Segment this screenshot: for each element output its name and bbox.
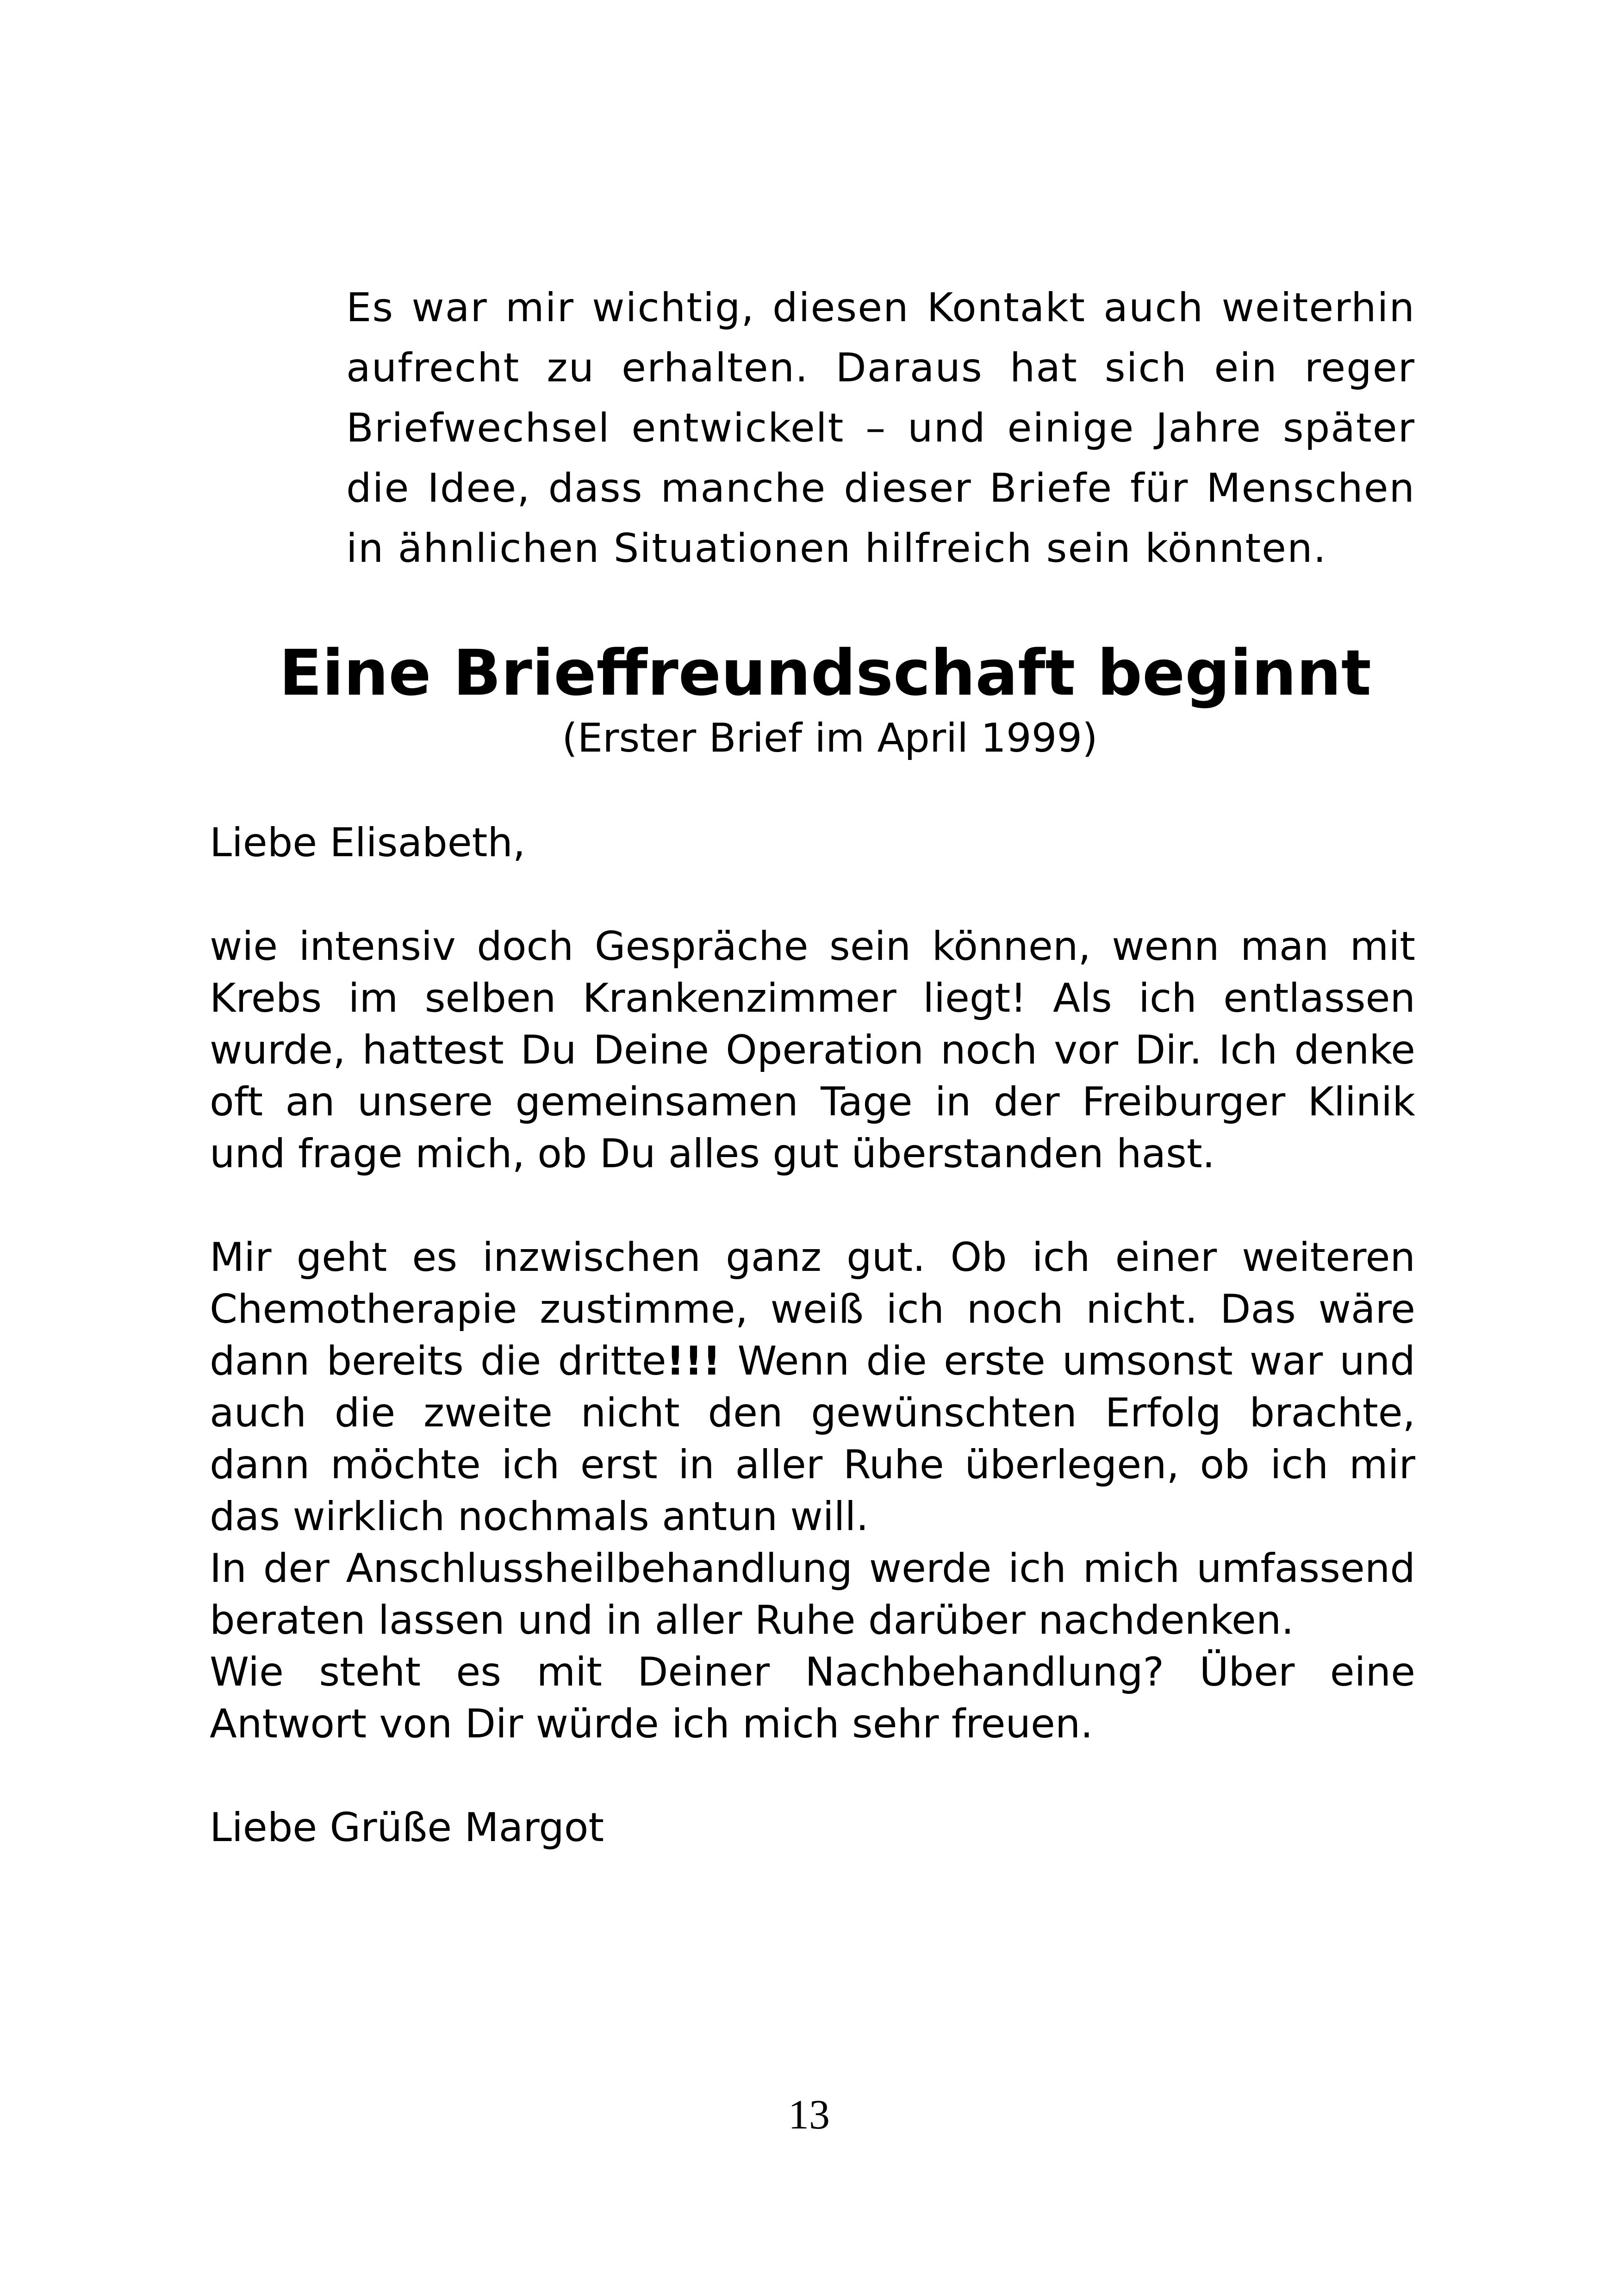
letter-paragraph-2 <box>210 1232 1415 1543</box>
paragraph-gap <box>210 1180 1415 1232</box>
paragraph-gap <box>210 869 1415 921</box>
letter-paragraph-1: wie intensiv doch Gespräche sein können, wenn man mit Krebs im selben Krankenzimmer liegt! Als ich entlassen wurde, hattest Du Deine Operation noch vor Dir. Ich denke oft an unsere gemeinsamen Tage in der Freiburger Klinik und frage mich, ob Du alles gut überstanden hast. <box>210 923 1415 1177</box>
paragraph-2-text: Mir geht es inzwischen ganz gut. Ob ich einer weiteren Chemotherapie zustimme, weiß ich noch nicht. Das wäre dann bereits die dritte <box>210 1234 1415 1384</box>
paragraph-2-text-cont: Wenn die erste umsonst war und auch die zweite nicht den gewünschten Erfolg brachte, dann möchte ich erst in aller Ruhe überlegen, ob ich mir das wirklich nochmals antun will. <box>210 1338 1415 1540</box>
intro-paragraph: Es war mir wichtig, diesen Kontakt auch weiterhin aufrecht zu erhalten. Daraus hat sich ein reger Briefwechsel entwickelt – und einige Jahre später die Idee, dass manche dieser Briefe für Menschen in ähnlichen Situationen hilfreich sein könnten. <box>346 285 1415 572</box>
chapter-subtitle: (Erster Brief im April 1999) <box>562 715 1098 761</box>
exclamation-emphasis: !!! <box>666 1338 721 1384</box>
paragraph-gap <box>210 1750 1415 1802</box>
chapter-title: Eine Brieffreundschaft beginnt <box>279 637 1371 710</box>
letter-paragraph-4: Wie steht es mit Deiner Nachbehandlung? Über eine Antwort von Dir würde ich mich sehr freuen. <box>210 1649 1415 1747</box>
letter-salutation: Liebe Elisabeth, <box>210 820 526 866</box>
letter-closing: Liebe Grüße Margot <box>210 1804 604 1851</box>
letter-body <box>210 817 1415 1854</box>
letter-paragraph-3: In der Anschlussheilbehandlung werde ich mich umfassend beraten lassen und in aller Ruhe darüber nachdenken. <box>210 1545 1415 1643</box>
page-number: 13 <box>788 2092 830 2138</box>
